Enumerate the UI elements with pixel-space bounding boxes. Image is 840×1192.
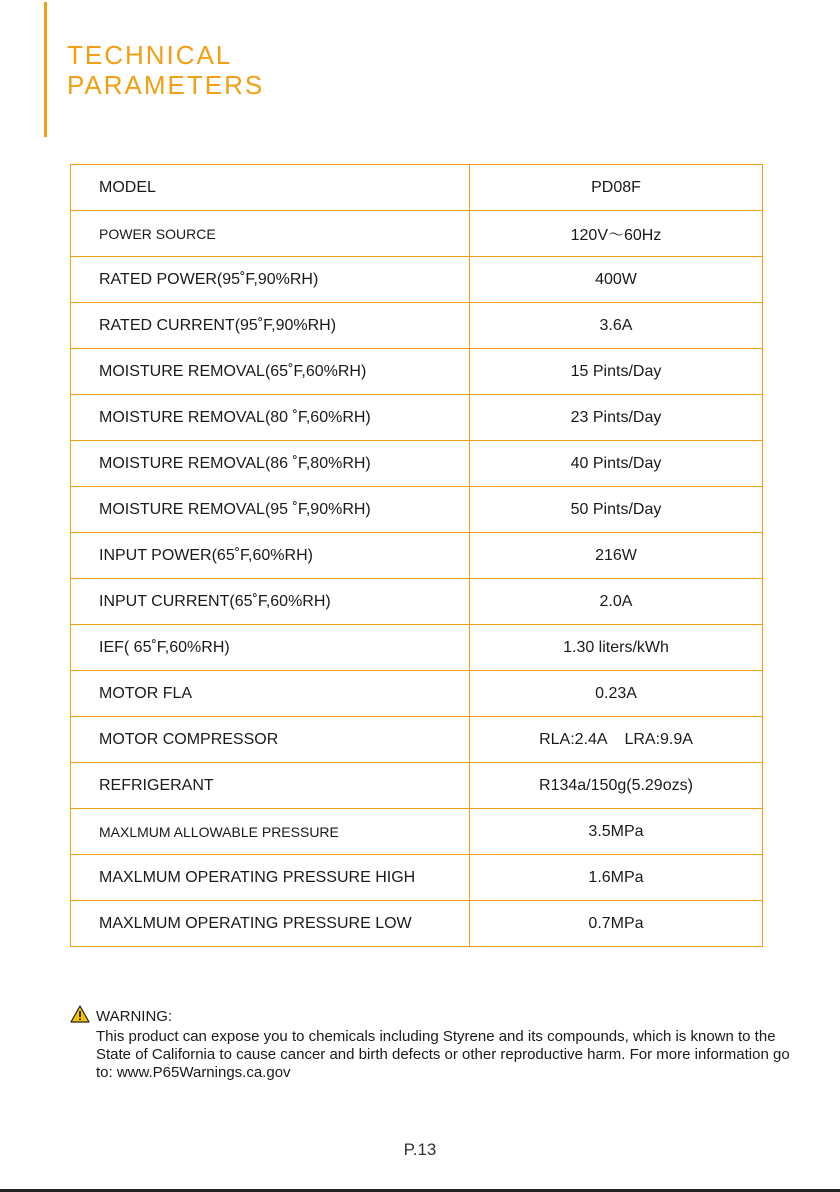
row-label: RATED CURRENT(95˚F,90%RH) — [71, 303, 470, 349]
row-value: 0.23A — [470, 671, 763, 717]
warning-text: This product can expose you to chemicals including Styrene and its compounds, which is known to the State of California to cause cancer and birth defects or other reproductive harm. For more information go to: www.P65Warnings.ca.gov — [96, 1028, 790, 1081]
table-row — [71, 717, 763, 763]
table-row — [71, 855, 763, 901]
row-label: MODEL — [71, 165, 470, 211]
row-value: 1.30 liters/kWh — [470, 625, 763, 671]
row-value: 0.7MPa — [470, 901, 763, 947]
row-label: MOTOR FLA — [71, 671, 470, 717]
title-line-2: PARAMETERS — [67, 70, 265, 100]
row-label: MAXLMUM OPERATING PRESSURE LOW — [71, 901, 470, 947]
page-number: P.13 — [403, 1140, 437, 1159]
row-label: RATED POWER(95˚F,90%RH) — [71, 257, 470, 303]
table-row — [71, 395, 763, 441]
table-row — [71, 901, 763, 947]
table-row — [71, 441, 763, 487]
row-value: RLA:2.4A LRA:9.9A — [470, 717, 763, 763]
row-label: MAXLMUM OPERATING PRESSURE HIGH — [71, 855, 470, 901]
row-value: 1.6MPa — [470, 855, 763, 901]
accent-bar — [44, 2, 47, 137]
row-label: MOISTURE REMOVAL(95 ˚F,90%RH) — [71, 487, 470, 533]
row-label: MOISTURE REMOVAL(80 ˚F,60%RH) — [71, 395, 470, 441]
row-value: 2.0A — [470, 579, 763, 625]
table-row — [71, 533, 763, 579]
table-row — [71, 671, 763, 717]
row-value: 400W — [470, 257, 763, 303]
row-value: 23 Pints/Day — [470, 395, 763, 441]
row-label: MOISTURE REMOVAL(86 ˚F,80%RH) — [71, 441, 470, 487]
table-row — [71, 809, 763, 855]
table-row — [71, 303, 763, 349]
table-row — [71, 625, 763, 671]
row-value: PD08F — [470, 165, 763, 211]
row-value: 3.5MPa — [470, 809, 763, 855]
row-value: 40 Pints/Day — [470, 441, 763, 487]
row-value: 216W — [470, 533, 763, 579]
table-row — [71, 487, 763, 533]
row-label: MOISTURE REMOVAL(65˚F,60%RH) — [71, 349, 470, 395]
row-label: MAXLMUM ALLOWABLE PRESSURE — [71, 809, 470, 855]
table-row — [71, 349, 763, 395]
row-value: 3.6A — [470, 303, 763, 349]
row-label: REFRIGERANT — [71, 763, 470, 809]
table-row — [71, 579, 763, 625]
row-label: MOTOR COMPRESSOR — [71, 717, 470, 763]
warning-header — [70, 1005, 800, 1028]
row-value: 50 Pints/Day — [470, 487, 763, 533]
page-title — [67, 40, 264, 100]
table-row — [71, 165, 763, 211]
row-label: IEF( 65˚F,60%RH) — [71, 625, 470, 671]
table-row — [71, 211, 763, 257]
row-label: INPUT CURRENT(65˚F,60%RH) — [71, 579, 470, 625]
row-value: 15 Pints/Day — [470, 349, 763, 395]
title-line-1: TECHNICAL — [67, 40, 233, 70]
row-label: INPUT POWER(65˚F,60%RH) — [71, 533, 470, 579]
table-row — [71, 763, 763, 809]
row-value: 120V～60Hz — [470, 211, 763, 257]
row-label: POWER SOURCE — [71, 211, 470, 257]
warning-notice — [70, 1005, 800, 1082]
warning-triangle-icon — [70, 1005, 90, 1028]
spec-table — [70, 164, 763, 947]
warning-heading: WARNING: — [96, 1007, 173, 1025]
row-value: R134a/150g(5.29ozs) — [470, 763, 763, 809]
table-row — [71, 257, 763, 303]
